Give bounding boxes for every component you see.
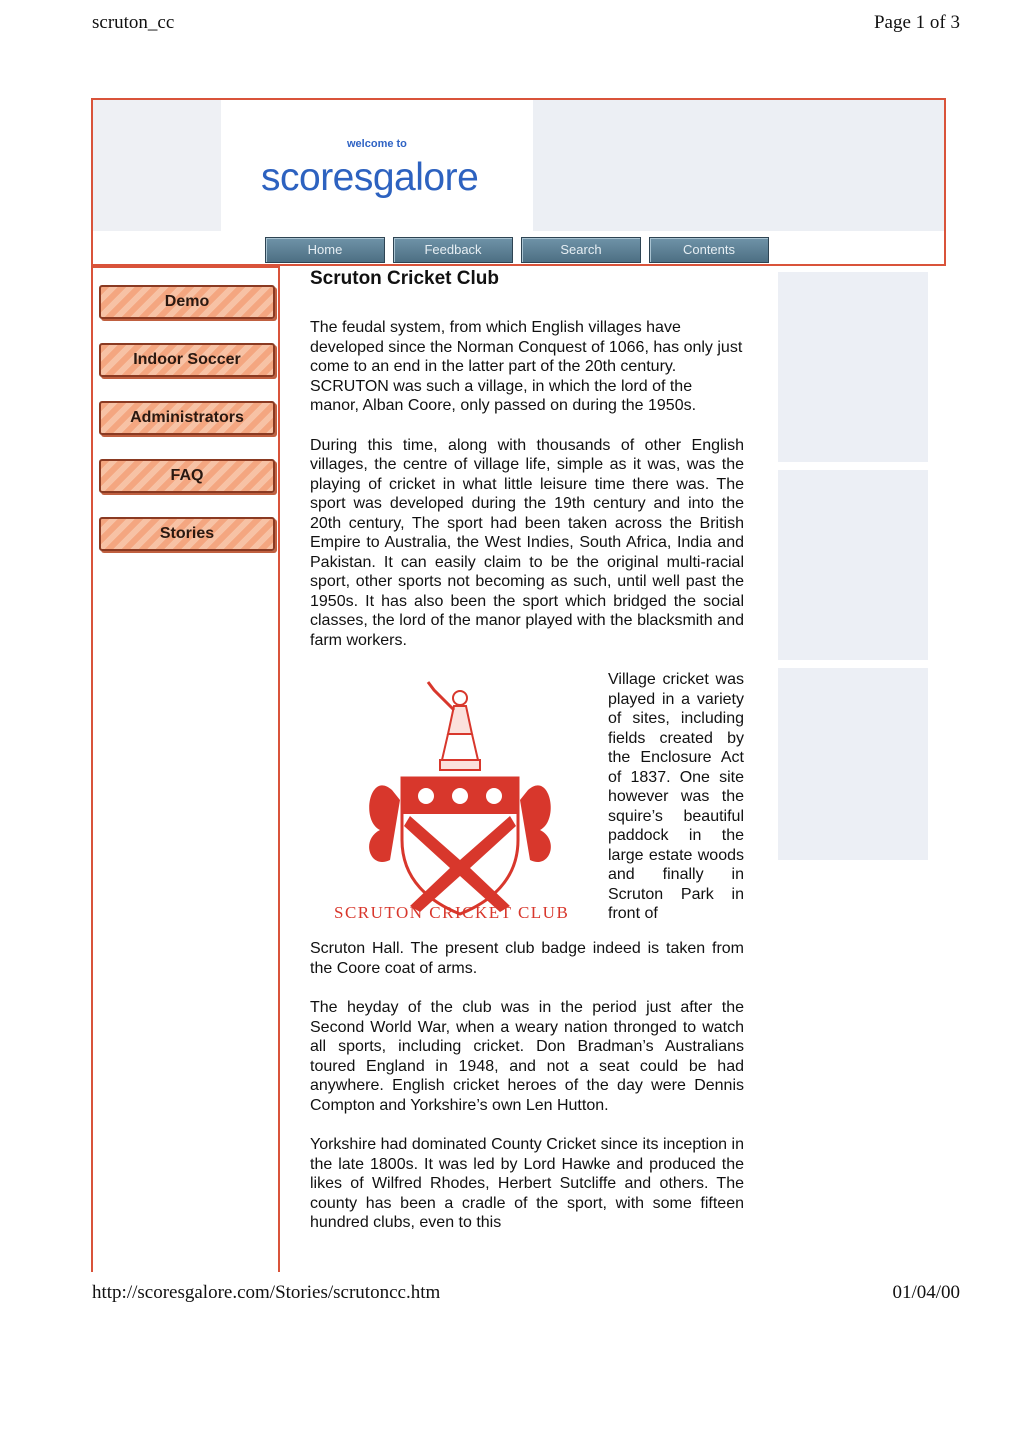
site-banner	[91, 98, 946, 266]
top-nav	[265, 237, 769, 263]
article-paragraph-4: The heyday of the club was in the period just after the Second World War, when a weary nation thronged to watch all sports, including cricket. Don Bradman’s Australians toured England in 1948, and not a seat could be had anywhere. English cricket heroes of the day were Dennis Compton and Yorkshire’s own Len Hutton.	[310, 999, 744, 1114]
sidebar-item-administrators[interactable]: Administrators	[99, 401, 275, 435]
print-footer-date: 01/04/00	[892, 1282, 960, 1303]
nav-home-button[interactable]: Home	[265, 237, 385, 263]
sidebar-item-faq[interactable]: FAQ	[99, 459, 275, 493]
article-paragraph-5: Yorkshire had dominated County Cricket since its inception in the late 1800s. It was led by Lord Hawke and produced the likes of Wilfred Rhodes, Herbert Sutcliffe and others. The county has been a cradle of the sport, with some fifteen hundred clubs, even to this	[310, 1136, 744, 1231]
sidebar-item-indoor-soccer[interactable]: Indoor Soccer	[99, 343, 275, 377]
site-logo-text[interactable]: scoresgalore	[261, 156, 479, 199]
right-tile-3	[778, 668, 928, 860]
banner-tile-left	[93, 100, 221, 231]
sidebar-item-stories[interactable]: Stories	[99, 517, 275, 551]
welcome-text: welcome to	[347, 138, 407, 150]
club-crest-icon	[330, 670, 590, 932]
crest-section	[310, 670, 744, 939]
banner-tile-right	[533, 100, 944, 231]
article-paragraph-3-side: Village cricket was played in a variety of sites, including fields created by the Enclosure Act of 1837. One site however was the squire’s beautiful paddock in the large estate woods and finally in Scruton Park in front of	[608, 671, 744, 922]
right-tile-2	[778, 470, 928, 660]
nav-contents-button[interactable]: Contents	[649, 237, 769, 263]
crest-caption: SCRUTON CRICKET CLUB	[334, 903, 570, 922]
sidebar	[91, 266, 280, 1272]
print-header-title: scruton_cc	[92, 12, 175, 33]
article	[310, 268, 744, 1253]
page-title: Scruton Cricket Club	[310, 268, 499, 289]
article-paragraph-1: The feudal system, from which English villages have developed since the Norman Conquest of 1066, has only just come to an end in the latter part of the 20th century. SCRUTON was such a village, in which the lord of the manor, Alban Coore, only passed on during the 1950s.	[310, 319, 743, 414]
right-tile-1	[778, 272, 928, 462]
sidebar-item-demo[interactable]: Demo	[99, 285, 275, 319]
print-page-number: Page 1 of 3	[873, 12, 960, 33]
print-footer-url: http://scoresgalore.com/Stories/scrutoncc.htm	[92, 1282, 441, 1303]
nav-search-button[interactable]: Search	[521, 237, 641, 263]
nav-feedback-button[interactable]: Feedback	[393, 237, 513, 263]
article-paragraph-3-tail: Scruton Hall. The present club badge indeed is taken from the Coore coat of arms.	[310, 940, 744, 977]
article-paragraph-2: During this time, along with thousands of other English villages, the centre of village life, simple as it was, was the playing of cricket in what little leisure time there was. The sport was developed during the 19th century and into the 20th century, The sport had been taken across the British Empire to Australia, the West Indies, South Africa, India and Pakistan. It can easily claim to be the original multi-racial sport, other sports not becoming as such, until well past the 1950s. It has also been the sport which bridged the social classes, the lord of the manor played with the blacksmith and farm workers.	[310, 436, 744, 649]
